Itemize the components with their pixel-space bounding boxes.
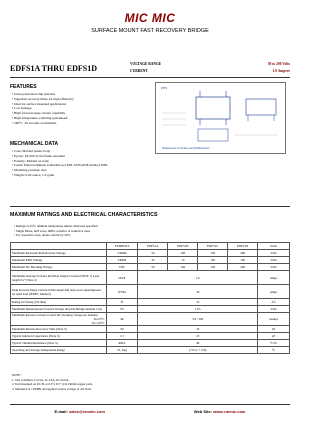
table-cell: TJ, Tstg [106, 347, 138, 354]
spec-summary [130, 60, 290, 74]
table-cell: Typical Junction Capacitance (Note 3) [11, 333, 107, 340]
temp-labels [92, 317, 105, 325]
table-cell: Amps [258, 285, 290, 299]
table-cell: Maximum Reverse Recovery Time (Note 3) [11, 326, 107, 333]
table-row [11, 347, 290, 354]
table-header-cell: EDFS1A [138, 243, 168, 250]
footer [10, 409, 290, 414]
list-item: • Case: Molded plastic body [12, 149, 152, 154]
table-cell: Peak Forward Surge Current 8.3ms single half sine-wave superimposed on rated load (JEDEC Method) [11, 285, 107, 299]
list-item: • High forward surge current capability [12, 111, 152, 116]
table-cell [11, 313, 107, 326]
web-label: Web Site: [193, 409, 213, 414]
table-cell: nS [258, 326, 290, 333]
ratings-note: • Ratings at 25°C ambient temperature unless otherwise specified. [14, 224, 290, 229]
table-cell: 10 [138, 299, 258, 306]
mechanical-list [12, 149, 152, 178]
table-cell-text: Maximum Reverse Current at rated DC blocking voltage per element [12, 313, 98, 317]
package-dimensions-note: Dimensions in inches and (millimeters) [162, 146, 210, 150]
table-cell: Volts [258, 306, 290, 313]
table-cell: IR [106, 313, 138, 326]
notes-title: NOTE : [12, 373, 22, 377]
table-header-cell: Units [258, 243, 290, 250]
note-line: 3. Measured at 1.0MHz and applied reverse voltage of 4.0 Volts. [12, 386, 92, 391]
table-cell: CJ [106, 333, 138, 340]
table-cell: IAVE [106, 271, 138, 285]
list-item: • Glass passivated chip junction [12, 92, 152, 97]
email-label: E-mail: [54, 409, 68, 414]
table-cell: 200 [228, 264, 258, 271]
table-row [11, 340, 290, 347]
table-row [11, 264, 290, 271]
table-cell: Maximum Instantaneous Forward Voltage drop Per Bridge element 1.0A [11, 306, 107, 313]
table-cell: °C [258, 347, 290, 354]
table-cell: VDC [106, 264, 138, 271]
table-cell: IFSM [106, 285, 138, 299]
table-cell: Typical Thermal Resistance (Note 3) [11, 340, 107, 347]
table-cell: Rating for fusing (t<8.3ms) [11, 299, 107, 306]
table-row [11, 271, 290, 285]
company-logo [120, 10, 180, 26]
table-cell: 200 [228, 250, 258, 257]
table-cell: Maximum Average Forward Rectified Output Current (NOTE 1) Lead length 0.2" (Note 2) [11, 271, 107, 285]
table-cell: Maximum RMS Voltage [11, 257, 107, 264]
document-subtitle: SURFACE MOUNT FAST RECOVERY BRIDGE [91, 28, 209, 34]
table-cell: Volts [258, 257, 290, 264]
current-label: CURRENT [130, 68, 148, 73]
list-item: • Weight: 0.04 ounce, 1.0 gram [12, 173, 152, 178]
table-cell: 35 [138, 257, 168, 264]
table-row [11, 299, 290, 306]
table-cell: VF [106, 306, 138, 313]
section-divider [10, 206, 290, 207]
table-header-cell: EDFS1B [168, 243, 198, 250]
table-header-cell: SYMBOLS [106, 243, 138, 250]
table-cell: Amps [258, 271, 290, 285]
list-item: • Low leakage [12, 106, 152, 111]
table-cell: 5.0 / 500 [138, 313, 258, 326]
ratings-notes [14, 224, 290, 238]
list-item: • High temperature soldering guaranteed: [12, 116, 152, 121]
temp-label: Ta=25°C [93, 317, 105, 321]
table-cell: (-55 to + 150) [138, 347, 258, 354]
package-label: DFS [161, 86, 168, 90]
table-cell: Operating and Storage Temperature Range [11, 347, 107, 354]
table-cell: 1.0 [138, 271, 258, 285]
table-cell: 100 [168, 264, 198, 271]
table-header-row [11, 243, 290, 250]
table-cell: Volts [258, 250, 290, 257]
table-row [11, 326, 290, 333]
list-item: • Leads: Plated terminals solderable per MIL-STD-202E method 208C [12, 163, 152, 168]
table-cell: I²t [106, 299, 138, 306]
list-item: • Polarity: Molded on body [12, 159, 152, 164]
table-cell: pF [258, 333, 290, 340]
table-cell: 40 [138, 340, 258, 347]
table-cell: Trr [106, 326, 138, 333]
part-range-title: EDFS1A THRU EDFS1D [10, 64, 97, 73]
table-row [11, 306, 290, 313]
table-cell: Volts [258, 264, 290, 271]
table-cell: 105 [198, 257, 228, 264]
table-cell: RθJA [106, 340, 138, 347]
table-row [11, 285, 290, 299]
ratings-note: • Single Phase, half wave, 60Hz, resistive or inductive load. [14, 229, 290, 234]
table-header-cell: EDFS1D [228, 243, 258, 250]
voltage-value: 50 to 200 Volts [267, 61, 290, 66]
web-link[interactable]: www.cmmic.com [213, 409, 246, 414]
footer-divider [10, 404, 290, 405]
package-drawing [155, 82, 286, 154]
table-header-cell [11, 243, 107, 250]
table-cell: 150 [198, 250, 228, 257]
list-item: • Superfast recovery times for high efficiency [12, 97, 152, 102]
features-list [12, 92, 152, 126]
list-item: • Mounting position: Any [12, 168, 152, 173]
note-line: 2. Unit mounted on P.C.B. at 0.5"x 0.5" (13x13mm) copper pads. [12, 382, 93, 386]
note-line: 1. Test condition: I=0.5A, Ir=1.0A, Irr=0.25A. [12, 377, 70, 382]
table-header-cell: EDFS1C [198, 243, 228, 250]
table-cell: 50 [138, 264, 168, 271]
current-row [130, 67, 290, 74]
table-cell: Maximum Recurrent Peak Reverse Voltage [11, 250, 107, 257]
table-cell: 25 [138, 333, 258, 340]
table-cell: 100 [168, 250, 198, 257]
table-cell: VRRM [106, 250, 138, 257]
ratings-note: • For capacitive load, derate current by 20% [14, 233, 290, 238]
package-outline-diagram [156, 83, 287, 155]
table-cell: 50 [138, 250, 168, 257]
table-cell: 35 [138, 326, 258, 333]
footer-web [194, 409, 246, 414]
ratings-table [10, 242, 290, 354]
voltage-label: VOLTAGE RANGE [130, 61, 162, 66]
table-cell: °C/W [258, 340, 290, 347]
table-cell: 150 [198, 264, 228, 271]
logo-text: MIC MIC [124, 11, 176, 25]
current-value: 1.0 Ampere [272, 68, 290, 73]
email-link[interactable]: sales@cmmic.com [68, 409, 105, 414]
notes-block [12, 373, 288, 391]
table-cell: 30 [138, 285, 258, 299]
table-cell: 70 [168, 257, 198, 264]
table-cell: Maximum DC Blocking Voltage [11, 264, 107, 271]
list-item: • Ideal for surface mounted applications [12, 102, 152, 107]
ratings-heading: MAXIMUM RATINGS AND ELECTRICAL CHARACTERISTICS [10, 212, 158, 218]
table-cell: 140 [228, 257, 258, 264]
voltage-row [130, 60, 290, 67]
mechanical-heading: MECHANICAL DATA [10, 141, 59, 147]
list-item: • Epoxy: UL94V-0 rate flame retardant [12, 154, 152, 159]
table-row [11, 333, 290, 340]
table-cell: VRMS [106, 257, 138, 264]
table-row [11, 250, 290, 257]
table-cell: 1.05 [138, 306, 258, 313]
features-heading: FEATURES [10, 84, 37, 90]
table-cell: A²s [258, 299, 290, 306]
temp-label: Ta=125°C [91, 321, 105, 325]
header-divider [10, 77, 290, 78]
footer-email [55, 409, 105, 414]
table-row [11, 257, 290, 264]
table-cell: μAmps [258, 313, 290, 326]
table-row [11, 313, 290, 326]
list-item: • 260°C /10 seconds at terminals [12, 121, 152, 126]
